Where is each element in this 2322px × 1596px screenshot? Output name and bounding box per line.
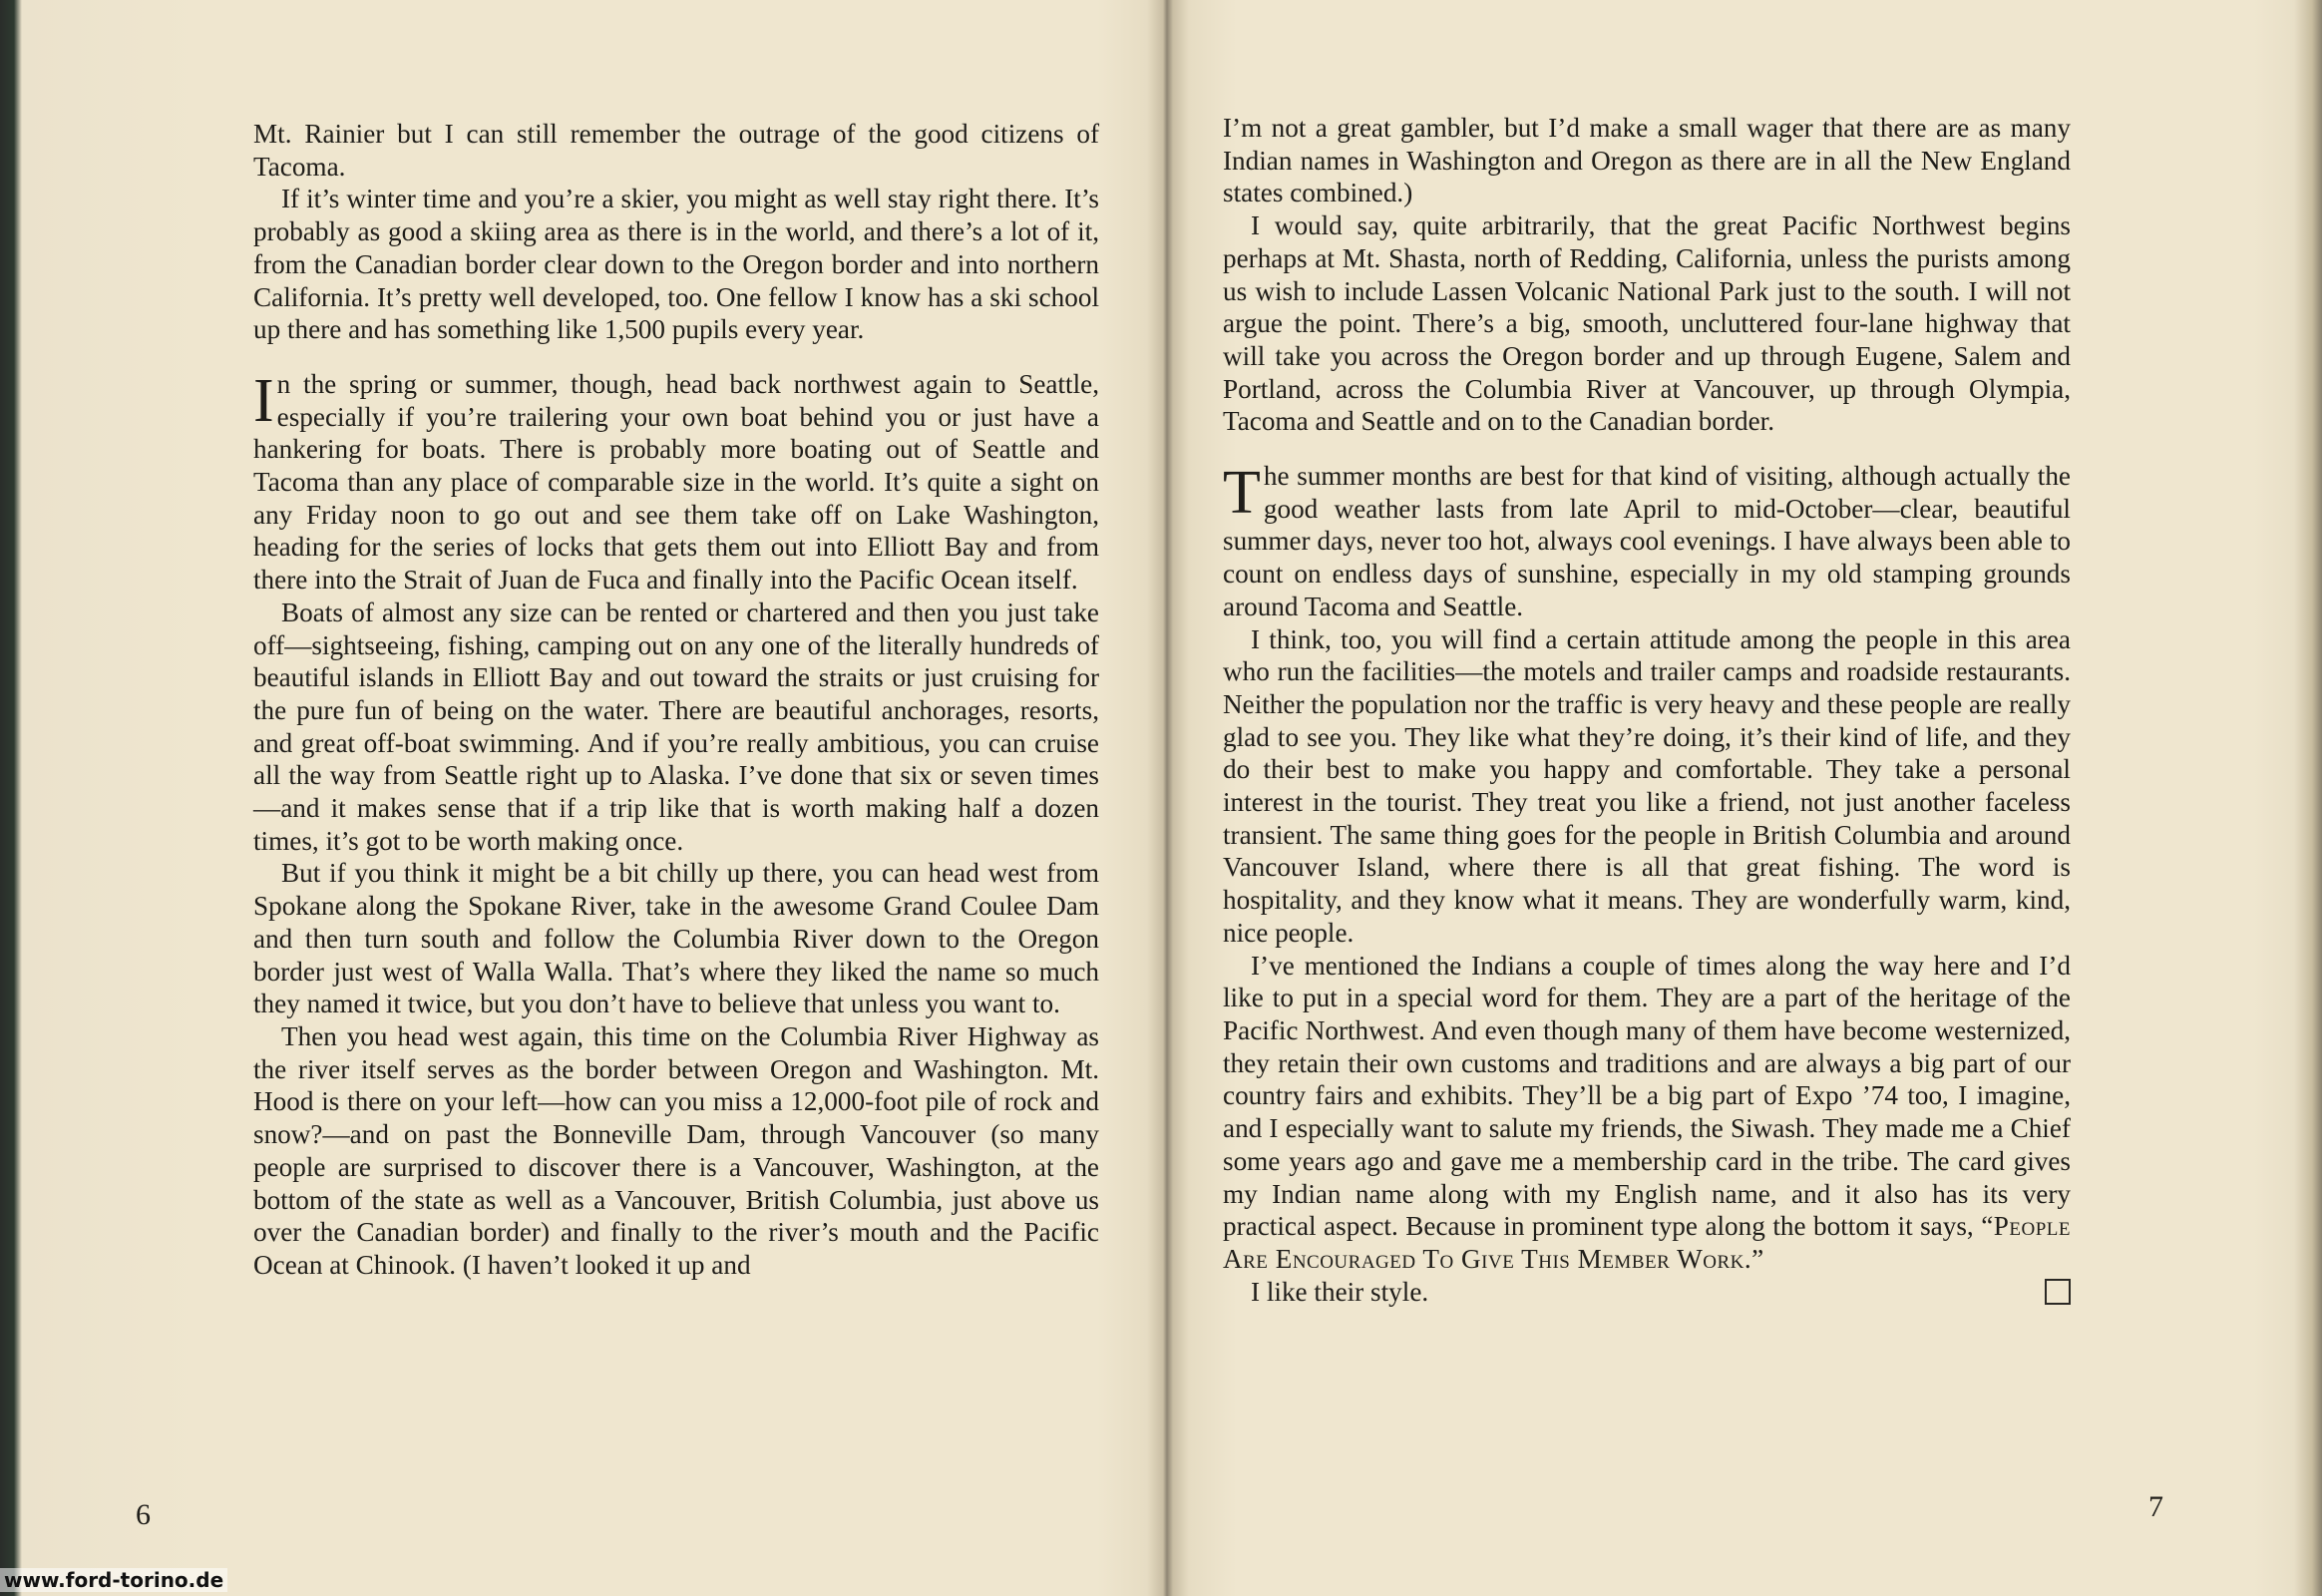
small-caps-quote: “People Are Encouraged To Give This Member Work.” <box>1223 1211 2072 1274</box>
paragraph: Boats of almost any size can be rented or chartered and then you just take off—sightseeing, fishing, camping out on any one of the literally hundreds of beautiful islands in Elliott Bay and out toward the straits or just cruising for the pure fun of being on the water. There are beautiful anchorages, resorts, and great off-boat swimming. And if you’re really ambitious, you can cruise all the way from Seattle right up to Alaska. I’ve done that six or seven times—and it makes sense that if a trip like that is worth making half a dozen times, it’s got to be worth making once. <box>253 597 1099 856</box>
paragraph: If it’s winter time and you’re a skier, you might as well stay right there. It’s probably as good a skiing area as there is in the world, and there’s a lot of it, from the Canadian border clear down to the Oregon border and into northern California. It’s pretty well developed, too. One fellow I know has a ski school up there and has something like 1,500 pupils every year. <box>253 184 1099 345</box>
closing-line <box>1223 1276 2071 1309</box>
left-page <box>18 0 1163 1596</box>
watermark: www.ford-torino.de <box>0 1568 227 1592</box>
right-page <box>1173 0 2310 1596</box>
page-number: 7 <box>2148 1490 2163 1523</box>
paragraph <box>1223 950 2071 1276</box>
paragraph: I’m not a great gambler, but I’d make a small wager that there are as many Indian names in Washington and Oregon as there are in all the New England states combined.) <box>1223 113 2071 208</box>
drop-cap: T <box>1223 459 1261 528</box>
page-number: 6 <box>136 1498 151 1531</box>
paragraph: Then you head west again, this time on the Columbia River Highway as the river itself serves as the border between Oregon and Washington. Mt. Hood is there on your left—how can you miss a 12,000-foot pile of rock and snow?—and on past the Bonneville Dam, through Vancouver (so many people are surprised to discover there is a Vancouver, Washington, at the bottom of the state as well as a Vancouver, British Columbia, just above us over the Canadian border) and finally to the river’s mouth and the Pacific Ocean at Chinook. (I haven’t looked it up and <box>253 1020 1099 1280</box>
paragraph: But if you think it might be a bit chilly up there, you can head west from Spokane along the Spokane River, take in the awesome Grand Coulee Dam and then turn south and follow the Columbia River down to the Oregon border just west of Walla Walla. That’s where they liked the name so much they named it twice, but you don’t have to believe that unless you want to. <box>253 858 1099 1019</box>
section-paragraph <box>1223 460 2071 623</box>
section-paragraph <box>253 368 1099 597</box>
paragraph-text: he summer months are best for that kind of visiting, although actually the good weather lasts from late April to mid-October—clear, beautiful summer days, never too hot, always cool evenings. I have always been able to count on endless days of sunshine, especially in my old stamping grounds around Tacoma and Seattle. <box>1223 461 2071 621</box>
end-mark-icon <box>2045 1279 2071 1305</box>
closing-text: I like their style. <box>1251 1276 1429 1307</box>
drop-cap: I <box>253 366 274 435</box>
left-text-column <box>253 118 1099 1282</box>
paragraph: Mt. Rainier but I can still remember the outrage of the good citizens of Tacoma. <box>253 119 1099 182</box>
paragraph-text: I’ve mentioned the Indians a couple of times along the way here and I’d like to put in a special word for them. They are a part of the heritage of the Pacific Northwest. And even though many of them have become westernized, they retain their own customs and traditions and are always a big part of our country fairs and exhibits. They’ll be a big part of Expo ’74 too, I imagine, and I especially want to salute my friends, the Siwash. They made me a Chief some years ago and gave me a membership card in the tribe. The card gives my Indian name along with my English name, and it also has its very practical aspect. Because in prominent type along the bottom it says, <box>1223 950 2071 1242</box>
right-text-column <box>1223 112 2071 1308</box>
paragraph: I would say, quite arbitrarily, that the great Pacific Northwest begins perhaps at Mt. Shasta, north of Redding, California, unless the purists among us wish to include Lassen Volcanic National Park just to the south. I will not argue the point. There’s a big, smooth, uncluttered four-lane highway that will take you across the Oregon border and up through Eugene, Salem and Portland, across the Columbia River at Vancouver, up through Olympia, Tacoma and Seattle and on to the Canadian border. <box>1223 210 2071 437</box>
paragraph: I think, too, you will find a certain attitude among the people in this area who run the facilities—the motels and trailer camps and roadside restaurants. Neither the population nor the traffic is very heavy and these people are really glad to see you. They like what they’re doing, it’s their kind of life, and they do their best to make you happy and comfortable. They take a personal interest in the tourist. They treat you like a friend, not just another faceless transient. The same thing goes for the people in British Columbia and around Vancouver Island, where there is all that great fishing. The word is hospitality, and they know what it means. They are wonderfully warm, kind, nice people. <box>1223 623 2071 948</box>
paragraph-text: n the spring or summer, though, head back northwest again to Seattle, especially if you’re trailering your own boat behind you or just have a hankering for boats. There is probably more boating out of Seattle and Tacoma than any place of comparable size in the world. It’s quite a sight on any Friday noon to go out and see them take off on Lake Washington, heading for the series of locks that gets them out into Elliott Bay and from there into the Strait of Juan de Fuca and finally into the Pacific Ocean itself. <box>253 368 1099 596</box>
